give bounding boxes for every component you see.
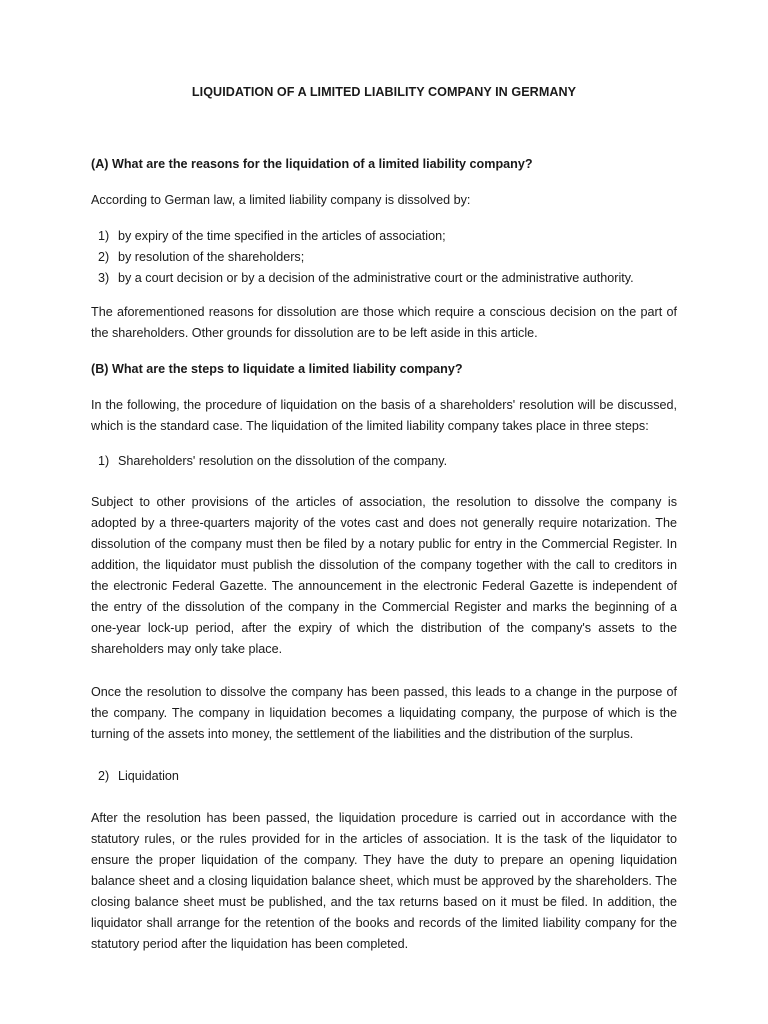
- step-2-item: [91, 766, 677, 787]
- dissolution-reasons-list: [91, 226, 677, 289]
- step-1-paragraph-1: Subject to other provisions of the articles of association, the resolution to dissolve the company is adopted by a three-quarters majority of the votes cast and does not generally require notarization. The dissolution of the company must then be filed by a notary public for entry in the Commercial Register. In addition, the liquidator must publish the dissolution of the company together with the call to creditors in the electronic Federal Gazette. The announcement in the electronic Federal Gazette is independent of the entry of the dissolution of the company in the Commercial Register and marks the beginning of a one-year lock-up period, after the expiry of which the distribution of the company's assets to the shareholders may only take place.: [91, 495, 677, 656]
- list-item-number: 1): [98, 454, 110, 468]
- section-b-intro: In the following, the procedure of liquidation on the basis of a shareholders' resolution will be discussed, which is the standard case. The liquidation of the limited liability company takes place in three steps:: [91, 398, 677, 433]
- list-item: [91, 268, 677, 289]
- list-item: [91, 451, 677, 472]
- list-item-number: 2): [98, 769, 110, 783]
- list-item: [91, 247, 677, 268]
- list-item: [91, 766, 677, 787]
- list-item-number: 2): [98, 250, 110, 264]
- list-item-number: 3): [98, 271, 110, 285]
- section-a-heading: (A) What are the reasons for the liquidation of a limited liability company?: [91, 157, 533, 171]
- section-b-heading: (B) What are the steps to liquidate a limited liability company?: [91, 362, 463, 376]
- document-page: [91, 0, 677, 1024]
- step-2-paragraph-1: After the resolution has been passed, the liquidation procedure is carried out in accordance with the statutory rules, or the rules provided for in the articles of association. It is the task of the liquidator to ensure the proper liquidation of the company. They have the duty to prepare an opening liquidation balance sheet and a closing liquidation balance sheet, which must be approved by the shareholders. The closing balance sheet must be published, and the tax returns based on it must be filed. In addition, the liquidator shall arrange for the retention of the books and records of the limited liability company for the statutory period after the liquidation has been completed.: [91, 811, 677, 951]
- section-a-closing: The aforementioned reasons for dissolution are those which require a conscious decision on the part of the shareholders. Other grounds for dissolution are to be left aside in this article.: [91, 305, 677, 340]
- list-item-text: by a court decision or by a decision of the administrative court or the administrative authority.: [118, 271, 634, 285]
- section-a-intro: According to German law, a limited liability company is dissolved by:: [91, 193, 471, 207]
- list-item: [91, 226, 677, 247]
- list-item-text: Shareholders' resolution on the dissolution of the company.: [118, 454, 448, 468]
- list-item-text: by resolution of the shareholders;: [118, 250, 305, 264]
- document-title: LIQUIDATION OF A LIMITED LIABILITY COMPANY IN GERMANY: [191, 85, 577, 99]
- step-1-paragraph-2: Once the resolution to dissolve the company has been passed, this leads to a change in the purpose of the company. The company in liquidation becomes a liquidating company, the purpose of which is the turning of the assets into money, the settlement of the liabilities and the distribution of the surplus.: [91, 685, 677, 741]
- list-item-text: by expiry of the time specified in the articles of association;: [118, 229, 446, 243]
- list-item-text: Liquidation: [118, 769, 179, 783]
- list-item-number: 1): [98, 229, 110, 243]
- step-1-item: [91, 451, 677, 472]
